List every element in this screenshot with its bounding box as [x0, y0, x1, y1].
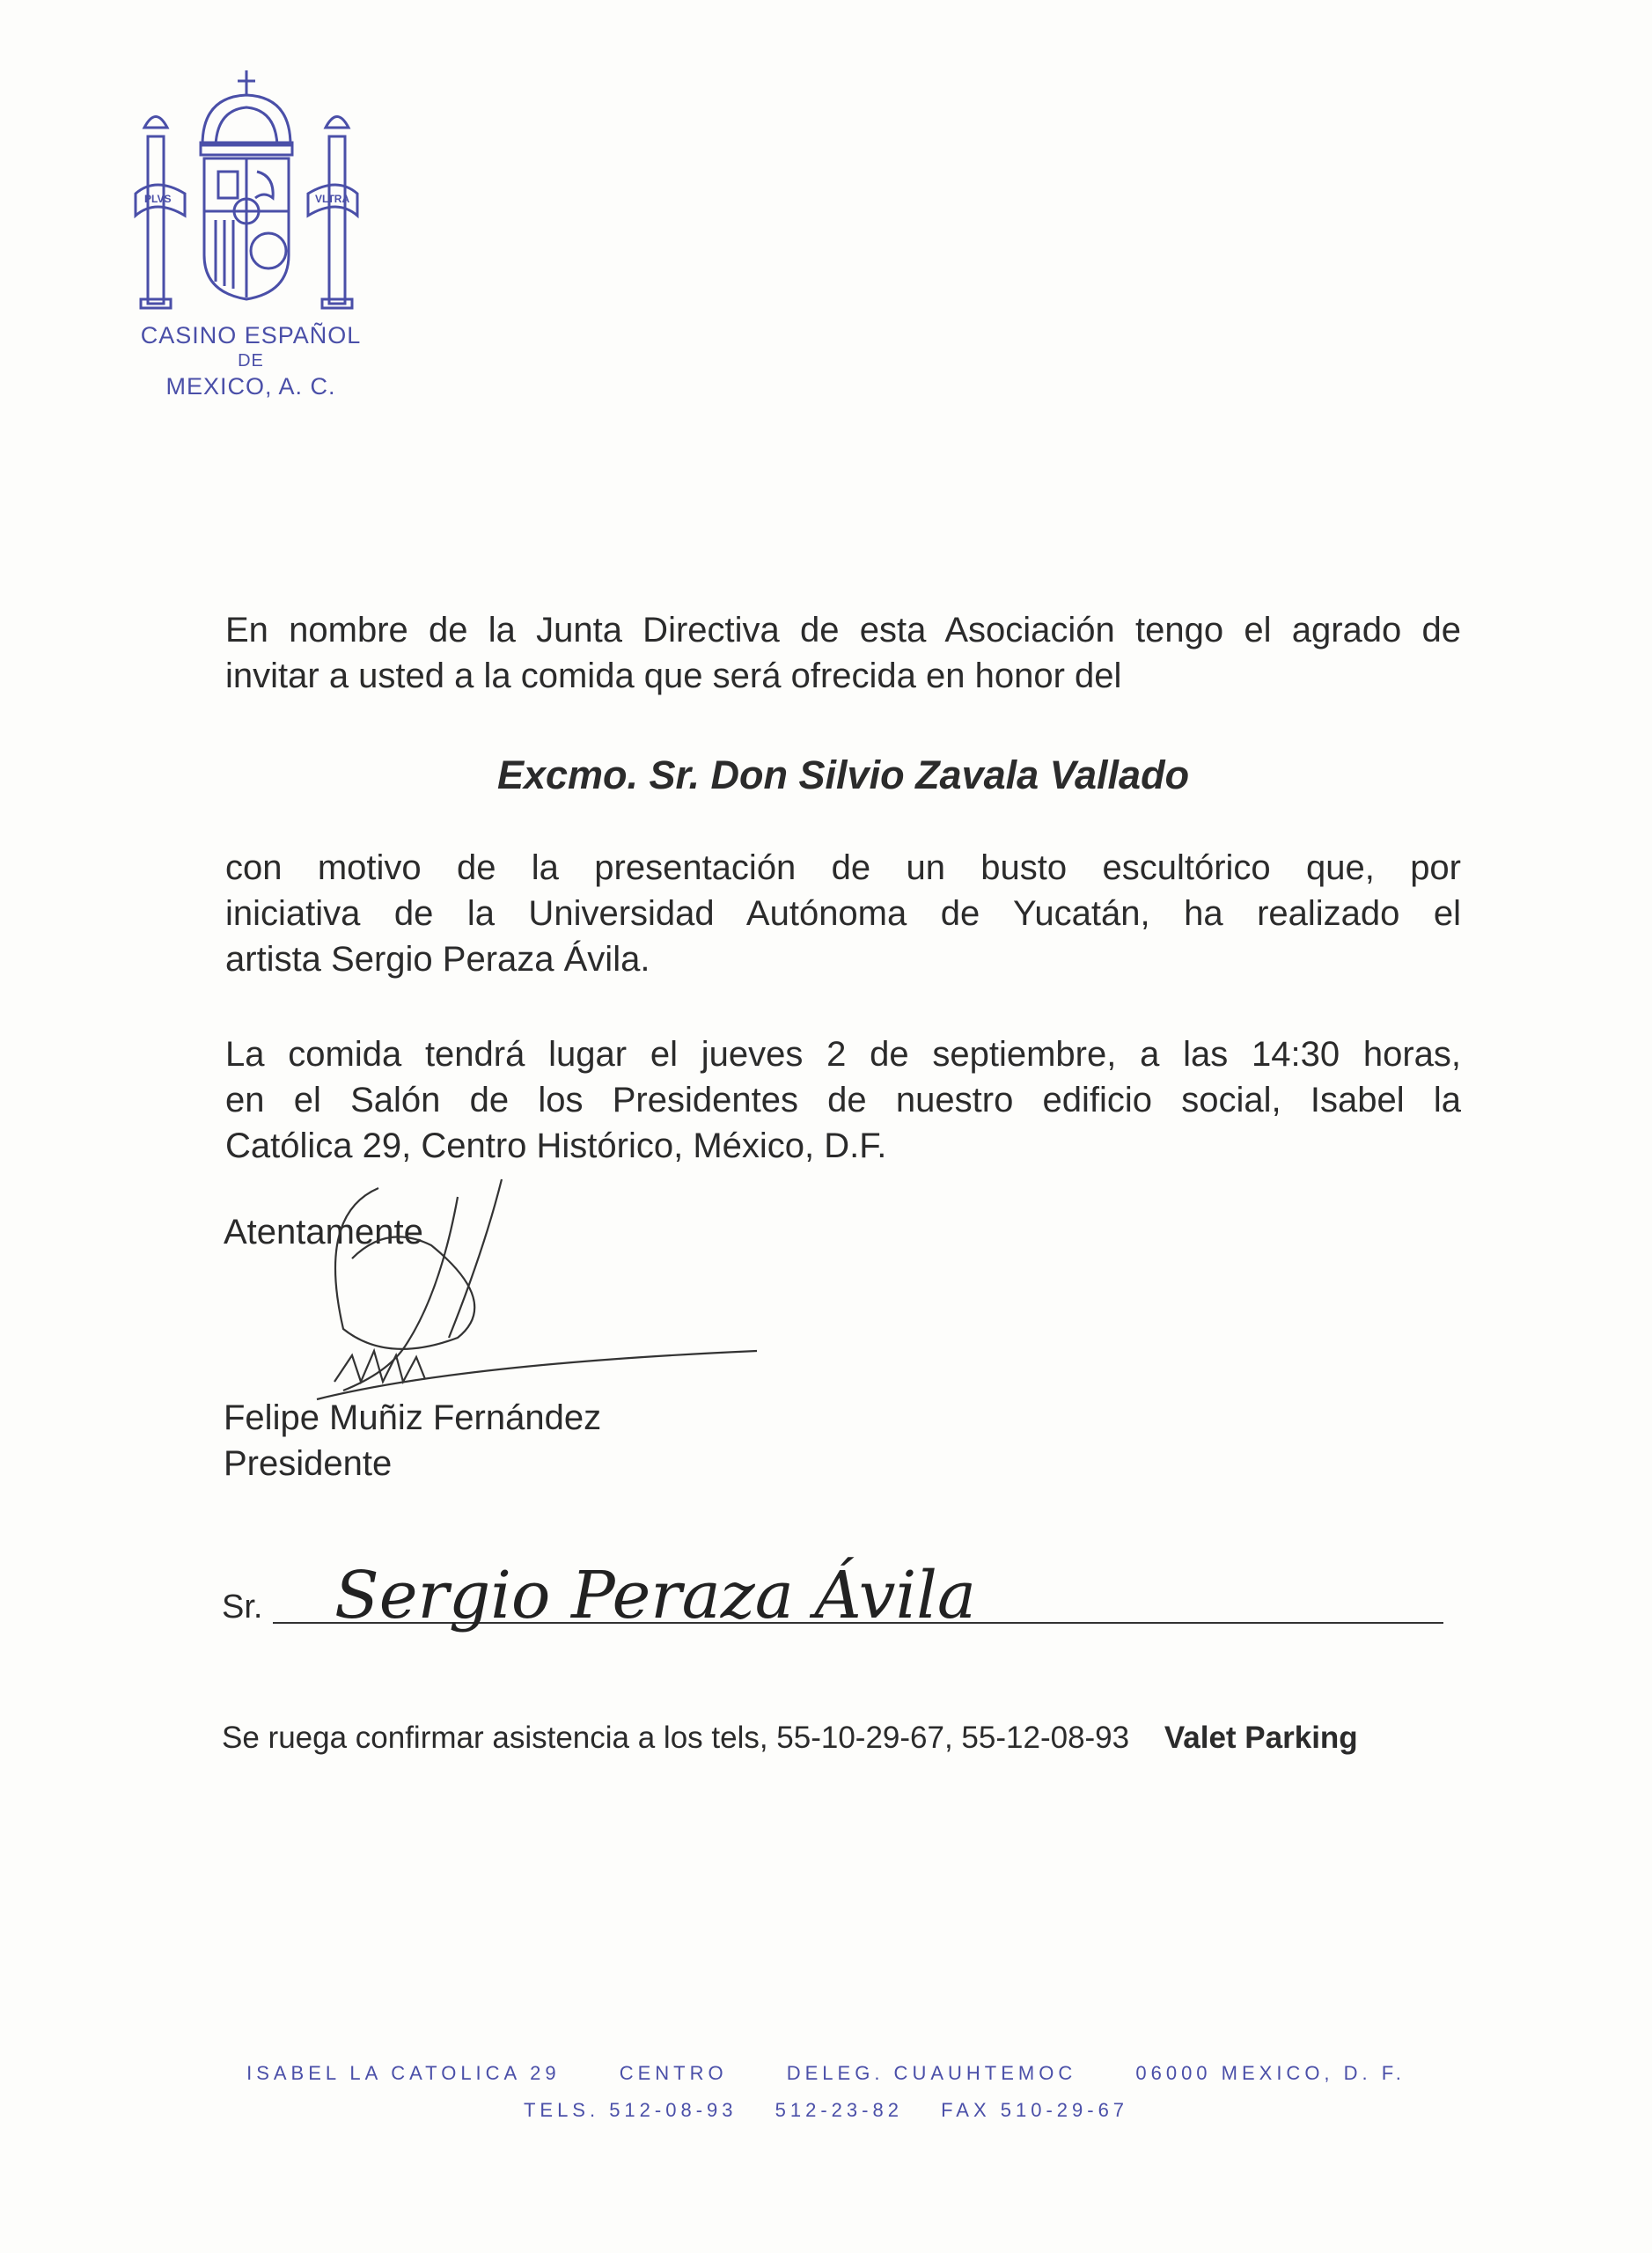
- handwritten-addressee-name: Sergio Peraza Ávila: [334, 1558, 977, 1633]
- footer-tel-1: TELS. 512-08-93: [523, 2099, 738, 2121]
- signer-name: Felipe Muñiz Fernández: [224, 1398, 602, 1437]
- footer-street: ISABEL LA CATOLICA 29: [246, 2062, 561, 2084]
- honoree-name: Excmo. Sr. Don Silvio Zavala Vallado: [496, 752, 1190, 797]
- paragraph-line: artista Sergio Peraza Ávila.: [225, 940, 650, 979]
- footer-address: [0, 2062, 1652, 2085]
- paragraph-line: La comida tendrá lugar el jueves 2 de septiembre, a las 14:30 horas,: [225, 1035, 1461, 1074]
- paragraph-invitation: [225, 607, 1461, 699]
- footer-fax: FAX 510-29-67: [941, 2099, 1129, 2121]
- valet-parking-label: Valet Parking: [1164, 1721, 1358, 1755]
- paragraph-line: invitar a usted a la comida que será ofrecida en honor del: [225, 657, 1122, 695]
- footer-tel-2: 512-23-82: [775, 2099, 903, 2121]
- paragraph-motive: [225, 845, 1461, 982]
- paragraph-details: [225, 1031, 1461, 1169]
- closing-salutation: Atentamente: [224, 1213, 423, 1251]
- paragraph-line: iniciativa de la Universidad Autónoma de Yucatán, ha realizado el: [225, 894, 1461, 933]
- footer-city: 06000 MEXICO, D. F.: [1135, 2062, 1406, 2084]
- banner-right-text: VLTRA: [315, 193, 350, 205]
- coat-of-arms-icon: [132, 62, 361, 317]
- paragraph-line: con motivo de la presentación de un busto escultórico que, por: [225, 848, 1461, 887]
- addressee-prefix: Sr.: [222, 1589, 263, 1626]
- paragraph-line: Católica 29, Centro Histórico, México, D.F.: [225, 1126, 887, 1165]
- president-signature-icon: [282, 1162, 775, 1426]
- rsvp-note: [222, 1721, 1358, 1756]
- paragraph-line: En nombre de la Junta Directiva de esta Asociación tengo el agrado de: [225, 611, 1461, 649]
- org-line-2: DE: [238, 351, 264, 371]
- signer-block: [224, 1395, 601, 1486]
- banner-left-text: PLVS: [144, 193, 172, 205]
- org-line-1: CASINO ESPAÑOL: [140, 322, 362, 349]
- handwritten-addressee-icon: [326, 1514, 1047, 1690]
- footer-area: CENTRO: [619, 2062, 728, 2084]
- footer-phones: [0, 2099, 1652, 2122]
- paragraph-line: en el Salón de los Presidentes de nuestro edificio social, Isabel la: [225, 1081, 1461, 1119]
- signer-title: Presidente: [224, 1444, 393, 1483]
- org-line-3: MEXICO, A. C.: [165, 373, 336, 400]
- footer-delegation: DELEG. CUAUHTEMOC: [786, 2062, 1077, 2084]
- rsvp-text: Se ruega confirmar asistencia a los tels, 55-10-29-67, 55-12-08-93: [222, 1721, 1130, 1755]
- organization-name: [106, 322, 396, 400]
